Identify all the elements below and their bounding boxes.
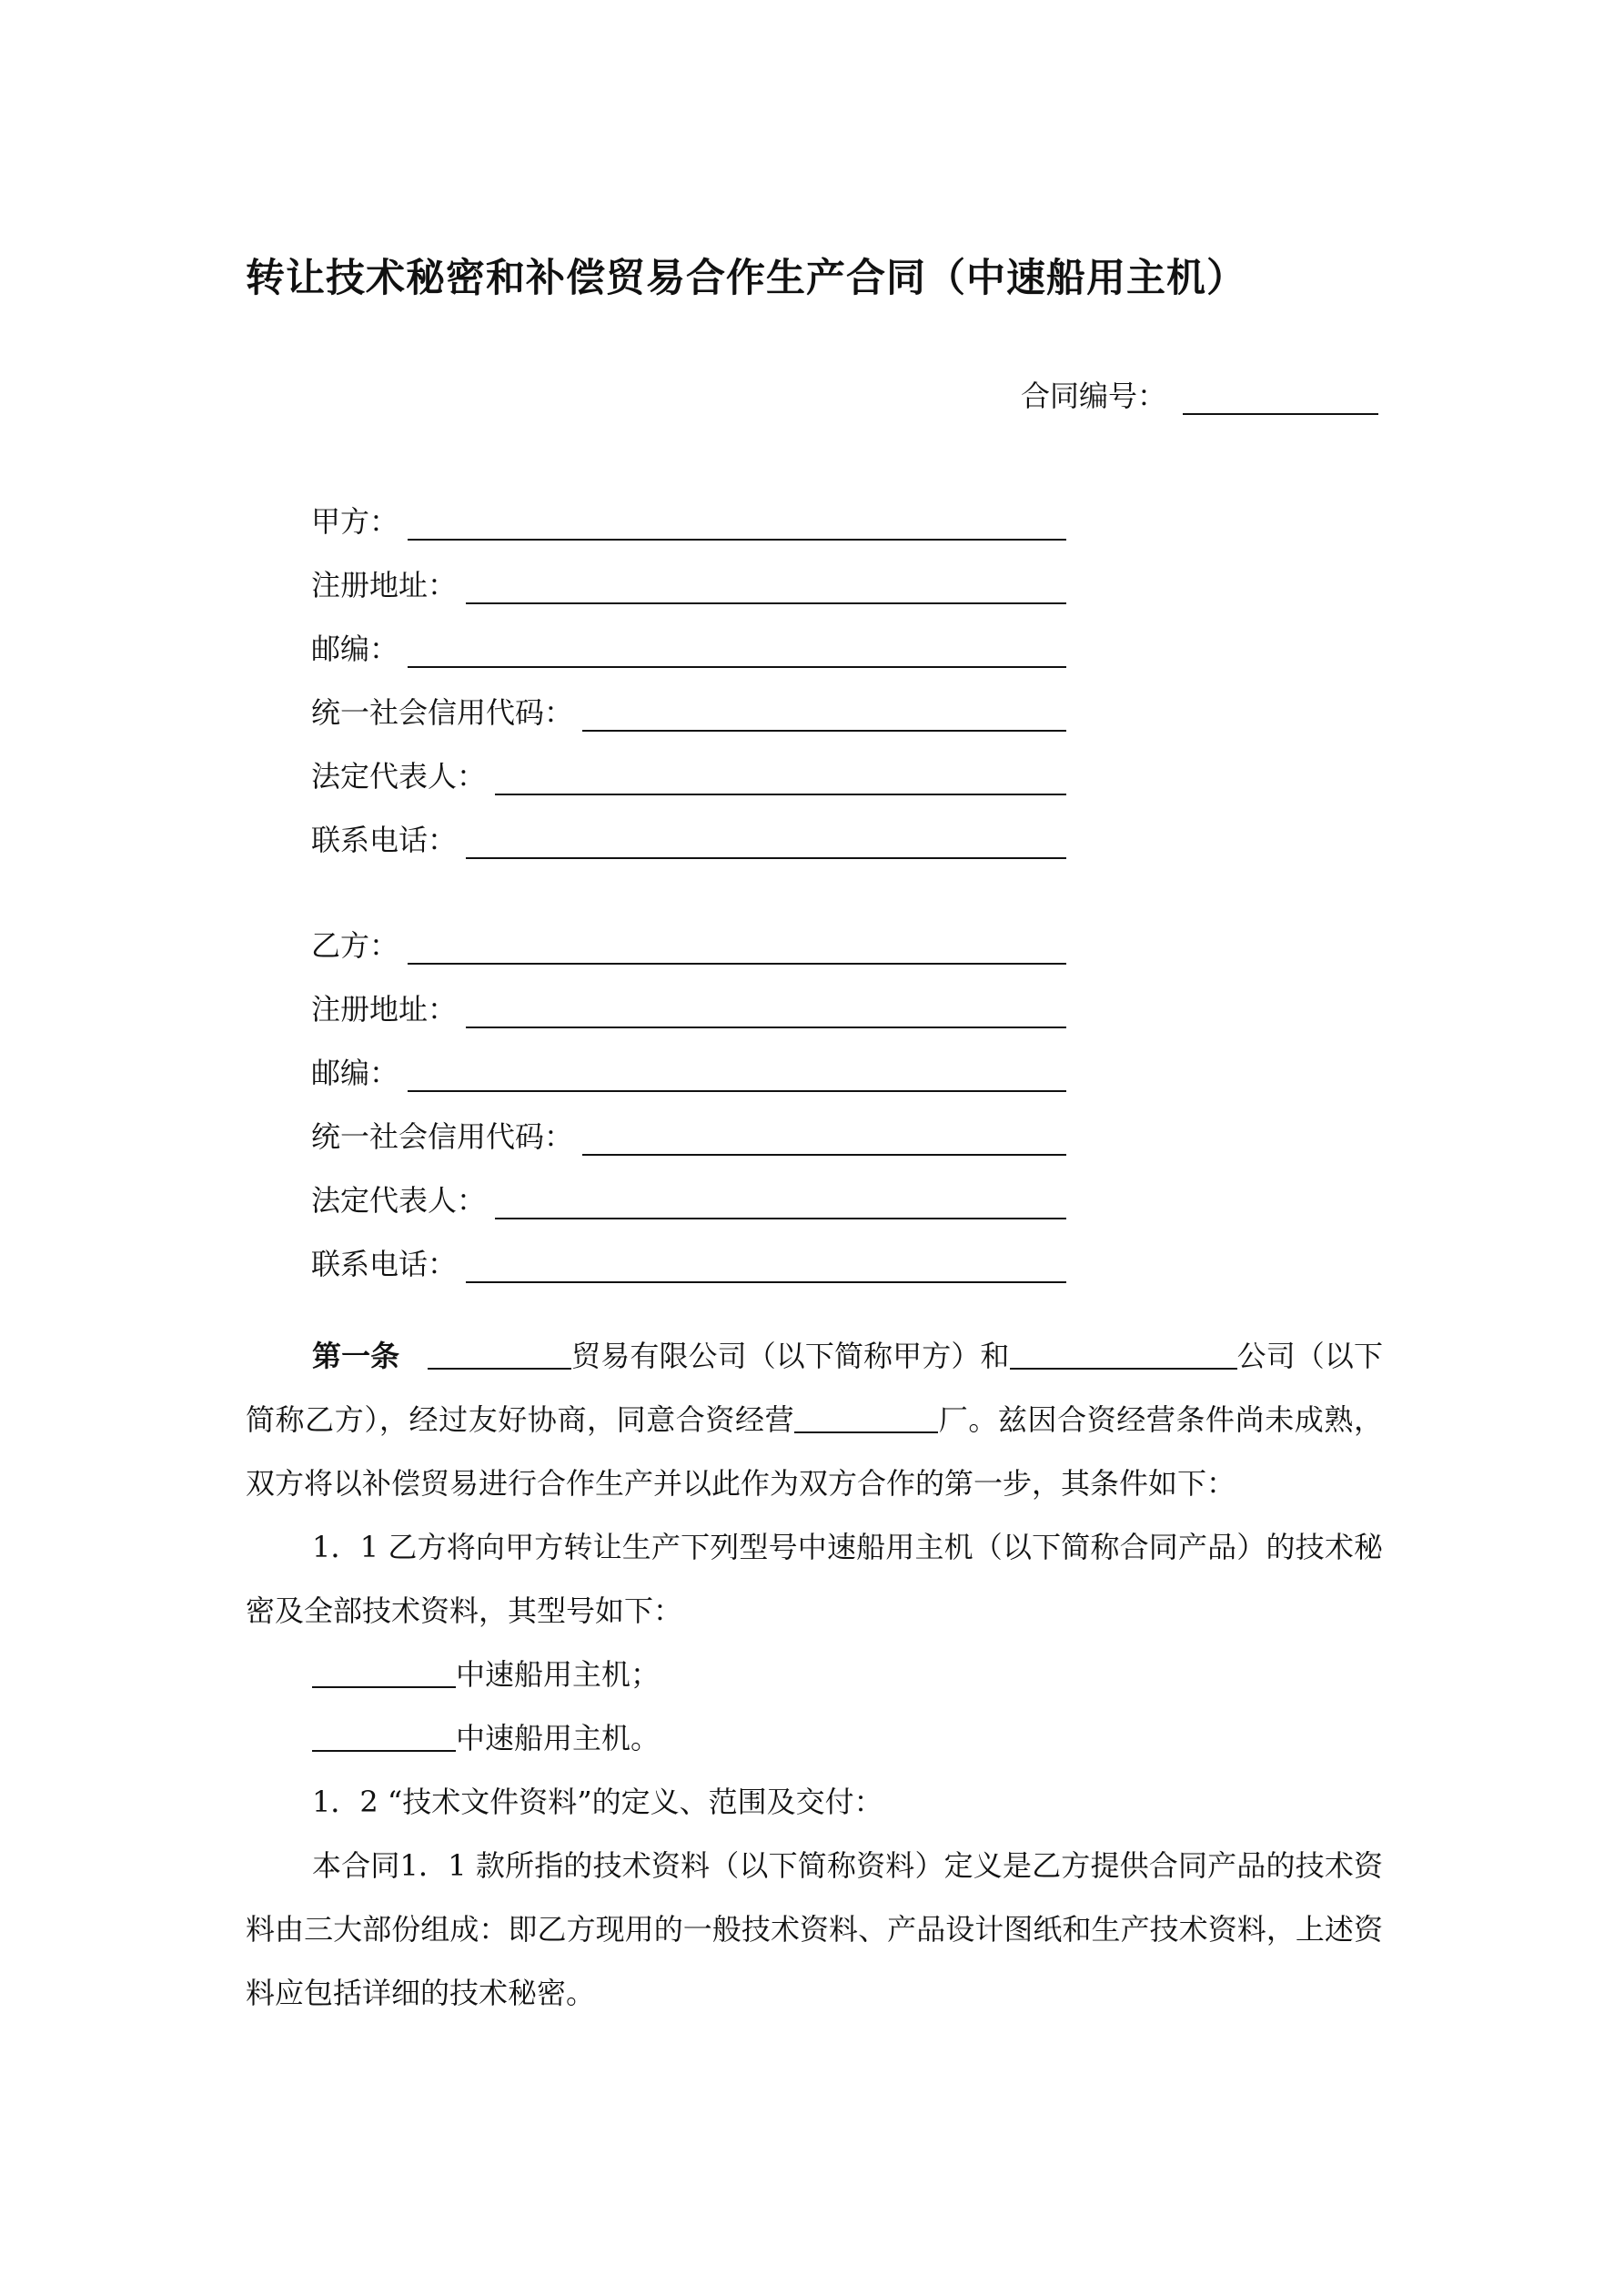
party-b-address-blank[interactable] <box>466 999 1066 1028</box>
article-1-heading: 第一条 <box>312 1339 400 1373</box>
article-1-paragraph <box>246 1324 1383 1515</box>
field-label: 甲方： <box>311 504 399 539</box>
party-a-representative-row <box>311 732 1066 795</box>
contract-number-blank[interactable] <box>1183 382 1378 415</box>
party-a-credit-code-blank[interactable] <box>582 703 1066 732</box>
party-b-phone-row <box>311 1219 1066 1283</box>
field-label: 统一社会信用代码： <box>311 1119 574 1154</box>
field-label: 法定代表人： <box>311 759 487 794</box>
clause-1-2-heading: 1．2 “技术文件资料”的定义、范围及交付： <box>312 1785 883 1819</box>
clause-1-1-paragraph: 1．1 乙方将向甲方转让生产下列型号中速船用主机（以下简称合同产品）的技术秘密及全部技术资料，其型号如下： <box>246 1530 1383 1628</box>
contract-number <box>1021 373 1378 415</box>
party-a-address-blank[interactable] <box>466 575 1066 604</box>
field-label: 邮编： <box>311 632 399 666</box>
party-b-postcode-row <box>311 1028 1066 1092</box>
party-b-company-blank[interactable] <box>1010 1340 1237 1370</box>
party-a-name-blank[interactable] <box>408 511 1066 541</box>
model-2-blank[interactable] <box>312 1723 456 1752</box>
party-b-representative-blank[interactable] <box>495 1190 1066 1219</box>
model-2-suffix: 中速船用主机。 <box>456 1721 661 1755</box>
contract-body <box>246 1324 1383 2025</box>
party-b-phone-blank[interactable] <box>466 1254 1066 1283</box>
factory-name-blank[interactable] <box>794 1404 938 1433</box>
article-1-text-3: 厂。兹因合资经营条件尚未成熟，双方将以补偿贸易进行合作生产并以此作为双方合作的第一步，其条件如下： <box>246 1402 1383 1501</box>
party-b-credit-code-blank[interactable] <box>582 1127 1066 1156</box>
party-a-postcode-blank[interactable] <box>408 639 1066 668</box>
party-a-representative-blank[interactable] <box>495 766 1066 795</box>
field-label: 联系电话： <box>311 1247 458 1281</box>
article-1-text-1: 贸易有限公司（以下简称甲方）和 <box>571 1339 1010 1373</box>
model-1-line <box>246 1643 1383 1706</box>
party-b-name-blank[interactable] <box>408 936 1066 965</box>
party-a-phone-blank[interactable] <box>466 830 1066 859</box>
field-label: 联系电话： <box>311 823 458 857</box>
article-1-text-2: 公司（以下简称乙方），经过友好协商，同意合资经营 <box>246 1339 1383 1437</box>
party-a-company-blank[interactable] <box>428 1340 571 1370</box>
party-b-name-row <box>311 901 1066 965</box>
field-label: 法定代表人： <box>311 1183 487 1218</box>
party-a-credit-code-row <box>311 668 1066 732</box>
party-a-postcode-row <box>311 604 1066 668</box>
field-label: 乙方： <box>311 928 399 963</box>
party-b-credit-code-row <box>311 1092 1066 1156</box>
field-label: 统一社会信用代码： <box>311 695 574 730</box>
party-a-block <box>311 477 1066 859</box>
document-title: 转让技术秘密和补偿贸易合作生产合同（中速船用主机） <box>246 256 1246 301</box>
clause-1-2-paragraph: 本合同1．1 款所指的技术资料（以下简称资料）定义是乙方提供合同产品的技术资料由三大部份组成：即乙方现用的一般技术资料、产品设计图纸和生产技术资料，上述资料应包括详细的技术秘密。 <box>246 1848 1383 2010</box>
party-b-block <box>311 901 1066 1283</box>
party-a-address-row <box>311 541 1066 604</box>
party-a-phone-row <box>311 795 1066 859</box>
party-b-postcode-blank[interactable] <box>408 1063 1066 1092</box>
field-label: 注册地址： <box>311 568 458 602</box>
party-b-address-row <box>311 965 1066 1028</box>
contract-number-label: 合同编号： <box>1021 379 1167 413</box>
party-b-representative-row <box>311 1156 1066 1219</box>
model-1-suffix: 中速船用主机； <box>456 1657 661 1692</box>
field-label: 邮编： <box>311 1056 399 1090</box>
model-2-line <box>246 1706 1383 1770</box>
model-1-blank[interactable] <box>312 1659 456 1688</box>
field-label: 注册地址： <box>311 992 458 1027</box>
party-a-name-row <box>311 477 1066 541</box>
